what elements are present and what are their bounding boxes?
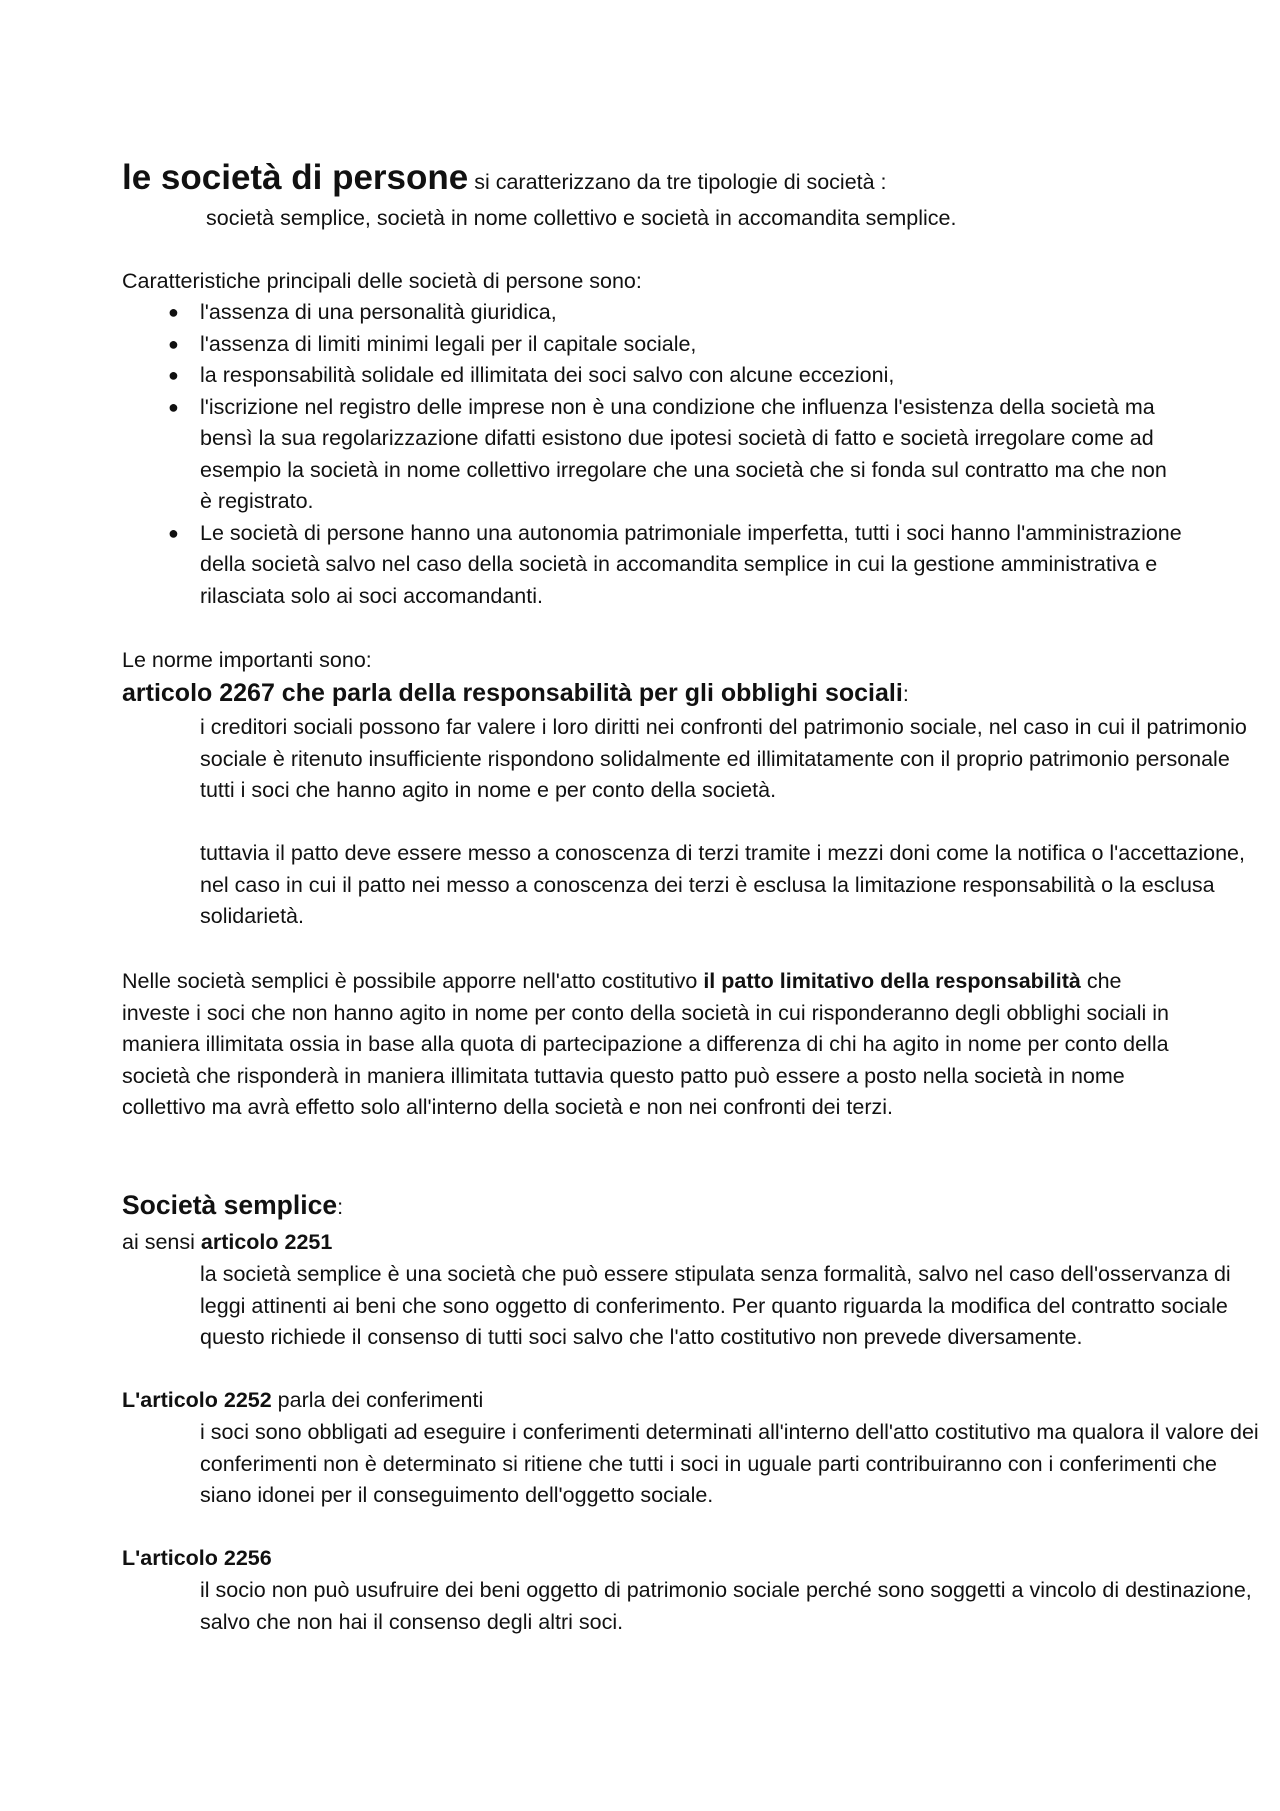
- art2267-heading: articolo 2267 che parla della responsabilità per gli obblighi sociali: [122, 679, 903, 707]
- bullet-icon: ●: [168, 522, 179, 543]
- art2252-text: i soci sono obbligati ad eseguire i conferimenti determinati all'interno dell'atto costitutivo ma qualora il valore dei conferimenti non è determinato si ritiene che tutti i soci in uguale parti contribuiranno con i conferimenti che siano idonei per il conseguimento dell'oggetto sociale.: [200, 1420, 1259, 1507]
- art2256-bold: L'articolo 2256: [122, 1546, 272, 1570]
- semplice-heading: Società semplice: [122, 1190, 338, 1220]
- bullet-icon: ●: [168, 365, 179, 385]
- bullet-icon: ●: [168, 333, 179, 354]
- art2256-text: il socio non può usufruire dei beni oggetto di patrimonio sociale perché sono soggetti a vincolo di destinazione, salvo che non hai il consenso degli altri soci.: [200, 1578, 1252, 1634]
- bullet-icon: ●: [168, 396, 179, 417]
- title-rest: si caratterizzano da tre tipologie di società :: [468, 170, 887, 194]
- art2256-line: [122, 1543, 1182, 1575]
- company-types: società semplice, società in nome collettivo e società in accomandita semplice.: [206, 206, 957, 230]
- art2267-paragraph-2: tuttavia il patto deve essere messo a conoscenza di terzi tramite i mezzi doni come la notifica o l'accettazione, nel caso in cui il patto nei messo a conoscenza dei terzi è esclusa la limitazione responsabilità o la esclusa solidarietà.: [200, 841, 1245, 928]
- semplice-heading-line: Società semplice:: [122, 1190, 344, 1220]
- art2251-text: la società semplice è una società che può essere stipulata senza formalità, salvo nel caso dell'osservanza di leggi attinenti ai beni che sono oggetto di conferimento. Per quanto riguarda la modifica del contratto sociale questo richiede il consenso di tutti soci salvo che l'atto costitutivo non prevede diversamente.: [200, 1262, 1231, 1349]
- list-item: ● la responsabilità solidale ed illimitata dei soci salvo con alcune eccezioni,: [122, 360, 1182, 392]
- bullet-icon: ●: [168, 302, 179, 322]
- art2267-paragraph-1: i creditori sociali possono far valere i loro diritti nei confronti del patrimonio sociale, nel caso in cui il patrimonio sociale è ritenuto insufficiente rispondono solidalmente ed illimitatamente con il proprio patrimonio personale tutti i soci che hanno agito in nome e per conto della società.: [200, 715, 1247, 802]
- list-item: ● l'assenza di limiti minimi legali per il capitale sociale,: [122, 329, 1182, 361]
- title-bold: le società di persone: [122, 158, 469, 197]
- characteristics-intro: Caratteristiche principali delle società di persone sono:: [122, 269, 642, 293]
- patto-paragraph: Nelle società semplici è possibile apporre nell'atto costitutivo il patto limitativo della responsabilità che investe i soci che non hanno agito in nome per conto della società in cui risponderanno degli obblighi sociali in maniera illimitata ossia in base alla quota di partecipazione a differenza di chi ha agito in nome per conto della società che risponderà in maniera illimitata tuttavia questo patto può essere a posto nella società in nome collettivo ma avrà effetto solo all'interno della società e non nei confronti dei terzi.: [122, 969, 1170, 1119]
- patto-bold: il patto limitativo della responsabilità: [703, 969, 1081, 993]
- art2252-line: L'articolo 2252 parla dei conferimenti: [122, 1388, 484, 1412]
- art2251-bold: articolo 2251: [200, 1230, 333, 1254]
- list-item: ● l'assenza di una personalità giuridica,: [122, 297, 1182, 329]
- art2252-bold: L'articolo 2252: [122, 1388, 272, 1412]
- list-item: ● l'iscrizione nel registro delle imprese non è una condizione che influenza l'esistenza della società ma bensì la sua regolarizzazione difatti esistono due ipotesi società di fatto e società irregolare come ad esempio la società in nome collettivo irregolare che una società che si fonda sul contratto ma che non è registrato.: [122, 392, 1182, 518]
- norms-intro: Le norme importanti sono:: [122, 648, 372, 672]
- art2251-line: ai sensi articolo 2251: [122, 1230, 333, 1254]
- title-line: [122, 156, 1182, 204]
- list-item: ● Le società di persone hanno una autonomia patrimoniale imperfetta, tutti i soci hanno l'amministrazione della società salvo nel caso della società in accomandita semplice in cui la gestione amministrativa e rilasciata solo ai soci accomandanti.: [122, 518, 1182, 613]
- art2267-heading-line: articolo 2267 che parla della responsabilità per gli obblighi sociali:: [122, 679, 909, 707]
- characteristics-list: [122, 297, 1182, 612]
